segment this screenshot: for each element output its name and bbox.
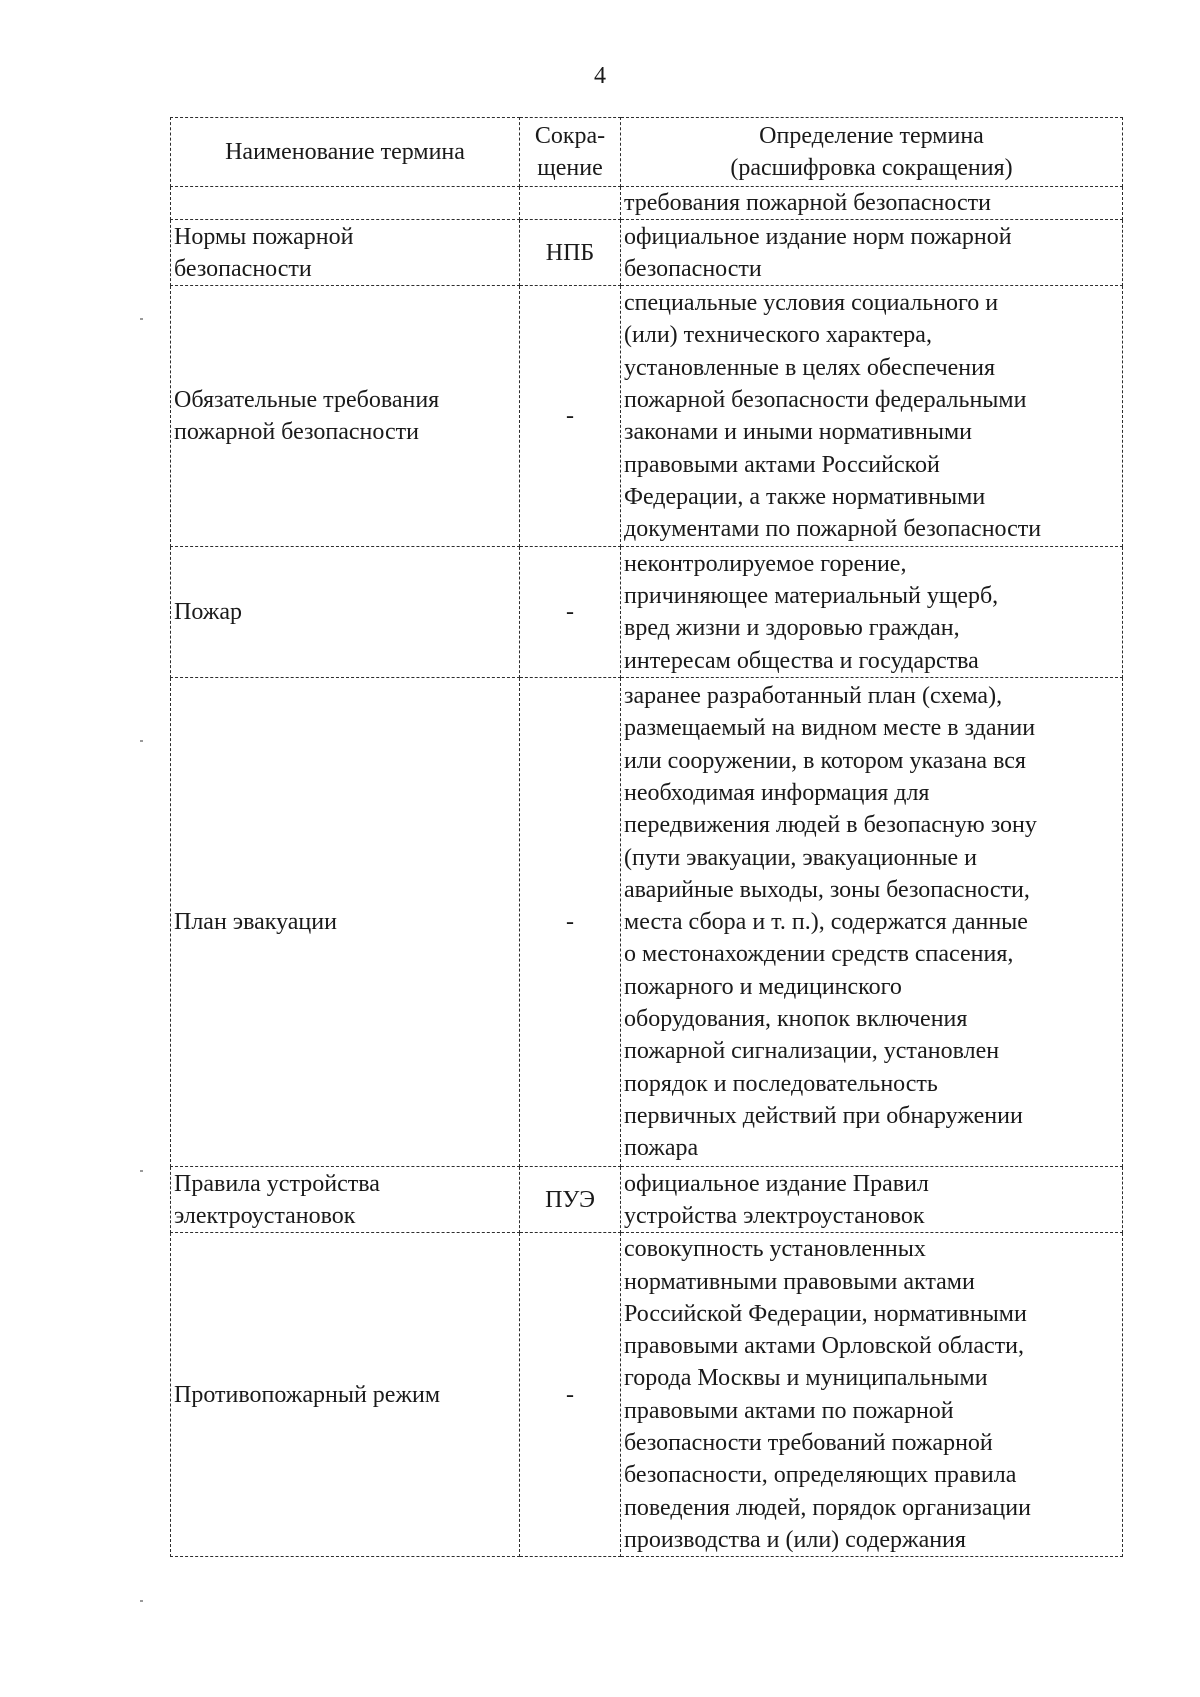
text-line: аварийные выходы, зоны безопасности, xyxy=(624,876,1030,903)
text-line: интересам общества и государства xyxy=(624,647,979,674)
text-line: устройства электроустановок xyxy=(624,1202,925,1229)
scan-margin-mark xyxy=(140,1170,143,1172)
text-line: официальное издание норм пожарной xyxy=(624,223,1012,250)
header-definition xyxy=(621,118,1123,187)
text-line: План эвакуации xyxy=(174,909,337,936)
text-line: щение xyxy=(537,155,603,181)
header-abbreviation xyxy=(520,118,621,187)
abbreviation-cell: - xyxy=(520,547,621,678)
abbreviation-cell: НПБ xyxy=(520,220,621,286)
text-line: безопасности, определяющих правила xyxy=(624,1462,1017,1489)
text-line: пожарной безопасности федеральными xyxy=(624,387,1027,413)
terms-table xyxy=(170,117,1123,1557)
term-cell xyxy=(171,1233,520,1557)
text-line: требования пожарной безопасности xyxy=(624,190,991,216)
text-line: Наименование термина xyxy=(225,138,465,165)
text-line: безопасности требований пожарной xyxy=(624,1430,993,1457)
text-line: пожарного и медицинского xyxy=(624,973,902,1000)
text-line: или сооружении, в котором указана вся xyxy=(624,747,1026,774)
text-line: Федерации, а также нормативными xyxy=(624,483,986,510)
text-line: необходимая информация для xyxy=(624,779,930,806)
text-line: законами и иными нормативными xyxy=(624,419,972,446)
text-line: официальное издание Правил xyxy=(624,1170,929,1197)
page-number: 4 xyxy=(594,63,606,89)
text-line: электроустановок xyxy=(174,1202,356,1229)
text-line: Российской Федерации, нормативными xyxy=(624,1300,1027,1327)
term-cell xyxy=(171,1167,520,1233)
definition-cell xyxy=(621,286,1123,547)
table-row xyxy=(171,1167,1123,1233)
text-line: размещаемый на видном месте в здании xyxy=(624,715,1036,742)
term-cell xyxy=(171,286,520,547)
table-row xyxy=(171,547,1123,678)
text-line: заранее разработанный план (схема), xyxy=(624,683,1003,710)
text-line: пожарной сигнализации, установлен xyxy=(624,1038,1000,1065)
text-line: (пути эвакуации, эвакуационные и xyxy=(624,844,977,871)
abbreviation-cell: - xyxy=(520,286,621,547)
text-line: места сбора и т. п.), содержатся данные xyxy=(624,909,1028,936)
text-line: документами по пожарной безопасности xyxy=(624,516,1042,543)
definition-cell xyxy=(621,1233,1123,1557)
text-line: Противопожарный режим xyxy=(174,1381,441,1408)
text-line: правовыми актами Российской xyxy=(624,451,940,478)
text-line: о местонахождении средств спасения, xyxy=(624,941,1014,968)
definition-cell xyxy=(621,1167,1123,1233)
text-line: Обязательные требования xyxy=(174,387,440,413)
definition-cell xyxy=(621,220,1123,286)
text-line: оборудования, кнопок включения xyxy=(624,1006,968,1033)
table-header-row xyxy=(171,118,1123,187)
text-line: (расшифровка сокращения) xyxy=(730,155,1013,181)
abbreviation-cell: ПУЭ xyxy=(520,1167,621,1233)
definition-cell xyxy=(621,678,1123,1167)
text-line: совокупность установленных xyxy=(624,1236,926,1263)
text-line: Нормы пожарной xyxy=(174,223,354,250)
table-row xyxy=(171,286,1123,547)
text-line: специальные условия социального и xyxy=(624,290,999,317)
text-line: (или) технического характера, xyxy=(624,322,932,349)
term-cell xyxy=(171,678,520,1167)
text-line: производства и (или) содержания xyxy=(624,1526,966,1553)
term-cell xyxy=(171,547,520,678)
definition-cell xyxy=(621,187,1123,220)
table-row xyxy=(171,187,1123,220)
table-row xyxy=(171,220,1123,286)
text-line: Определение термина xyxy=(759,122,984,149)
scan-margin-mark xyxy=(140,1600,143,1602)
abbreviation-cell: - xyxy=(520,1233,621,1557)
text-line: безопасности xyxy=(624,255,762,282)
text-line: безопасности xyxy=(174,255,312,282)
text-line: Правила устройства xyxy=(174,1170,380,1197)
text-line: порядок и последовательность xyxy=(624,1070,938,1097)
text-line: правовыми актами Орловской области, xyxy=(624,1333,1024,1360)
text-line: передвижения людей в безопасную зону xyxy=(624,812,1037,839)
text-line: Пожар xyxy=(174,599,242,626)
abbreviation-cell xyxy=(520,187,621,220)
text-line: Сокра- xyxy=(534,122,606,149)
abbreviation-cell: - xyxy=(520,678,621,1167)
text-line: города Москвы и муниципальными xyxy=(624,1365,988,1392)
table-row xyxy=(171,1233,1123,1557)
scan-margin-mark xyxy=(140,318,143,320)
text-line: причиняющее материальный ущерб, xyxy=(624,583,999,609)
text-line: вред жизни и здоровью граждан, xyxy=(624,615,960,642)
term-cell xyxy=(171,220,520,286)
text-line: пожара xyxy=(624,1135,699,1162)
text-line: первичных действий при обнаружении xyxy=(624,1102,1023,1129)
term-cell xyxy=(171,187,520,220)
scan-margin-mark xyxy=(140,740,143,742)
definition-cell xyxy=(621,547,1123,678)
table-row xyxy=(171,678,1123,1167)
text-line: правовыми актами по пожарной xyxy=(624,1397,954,1424)
text-line: установленные в целях обеспечения xyxy=(624,354,996,381)
header-term xyxy=(171,118,520,187)
text-line: неконтролируемое горение, xyxy=(624,550,907,577)
text-line: поведения людей, порядок организации xyxy=(624,1494,1031,1521)
text-line: пожарной безопасности xyxy=(174,419,419,446)
text-line: нормативными правовыми актами xyxy=(624,1268,975,1295)
